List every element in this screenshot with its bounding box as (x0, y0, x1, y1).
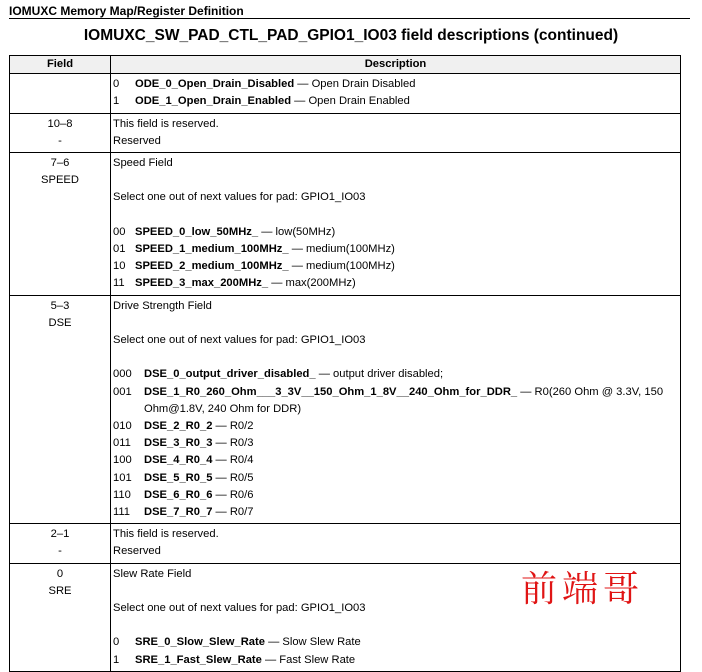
value-code: 000 (113, 368, 132, 381)
description-line: Slew Rate Field (113, 567, 192, 580)
value-description (135, 93, 676, 110)
value-description (144, 452, 676, 469)
value-code: 010 (113, 420, 132, 432)
value-meaning: — Open Drain Disabled (294, 78, 416, 91)
description-line: Select one out of next values for pad: GPIO1_IO03 (113, 191, 366, 204)
description-cell (111, 113, 681, 152)
value-enum-name: SPEED_1_medium_100MHz_ (135, 243, 289, 255)
value-description (144, 504, 676, 521)
field-name: DSE (48, 316, 72, 329)
table-title: IOMUXC_SW_PAD_CTL_PAD_GPIO1_IO03 field descriptions (continued) (83, 27, 619, 44)
description-cell (111, 295, 681, 524)
table-row (10, 74, 681, 113)
value-enum-name: DSE_6_R0_6 (144, 488, 213, 501)
field-bits: 10–8 (47, 117, 73, 130)
field-cell (10, 153, 111, 296)
value-line (113, 93, 676, 110)
field-name: SRE (48, 584, 72, 597)
table-row (10, 153, 681, 296)
field-bits: 7–6 (50, 157, 70, 170)
value-enum-name: DSE_2_R0_2 (144, 420, 213, 432)
description-line: This field is reserved. (113, 528, 219, 541)
blank-line (113, 617, 676, 634)
value-enum-name: SRE_1_Fast_Slew_Rate (135, 653, 262, 666)
value-meaning: — medium(100MHz) (288, 243, 395, 255)
value-line (113, 634, 676, 651)
value-line (113, 241, 676, 258)
value-code: 111 (113, 506, 131, 519)
value-line (113, 452, 676, 469)
description-line: Reserved (113, 545, 161, 558)
field-cell (10, 295, 111, 524)
description-line: This field is reserved. (113, 117, 219, 130)
value-code: 0 (113, 78, 120, 91)
value-code: 001 (113, 385, 132, 398)
value-code: 101 (113, 471, 132, 484)
watermark: 前端哥 (521, 569, 645, 610)
value-code: 1 (113, 653, 120, 666)
value-line (113, 384, 676, 418)
value-line (113, 258, 676, 275)
description-line: Drive Strength Field (113, 299, 212, 312)
value-code: 1 (113, 95, 120, 108)
value-description (135, 275, 676, 292)
value-enum-name: DSE_3_R0_3 (144, 437, 213, 450)
running-header: IOMUXC Memory Map/Register Definition (9, 4, 244, 18)
value-meaning: — max(200MHz) (268, 277, 356, 290)
field-cell (10, 563, 111, 671)
field-name: SPEED (41, 174, 79, 187)
value-description (144, 384, 676, 418)
value-meaning: — medium(100MHz) (288, 260, 395, 273)
field-bits: 2–1 (50, 528, 70, 541)
value-code: 011 (113, 437, 131, 450)
value-description (135, 224, 676, 241)
value-enum-name: DSE_4_R0_4 (144, 454, 213, 467)
value-description (135, 652, 676, 669)
value-description (144, 418, 676, 435)
value-code: 01 (113, 243, 126, 255)
value-enum-name: DSE_7_R0_7 (144, 506, 213, 519)
table-row (10, 524, 681, 563)
value-line (113, 224, 676, 241)
value-line (113, 275, 676, 292)
value-meaning: — R0/4 (212, 454, 254, 467)
description-cell (111, 524, 681, 563)
blank-line (113, 315, 676, 332)
header-rule (9, 18, 690, 19)
value-enum-name: ODE_1_Open_Drain_Enabled (135, 95, 292, 108)
value-meaning: — R0(260 Ohm @ 3.3V, 150 Ohm@1.8V, 240 Ohm for DDR) (144, 385, 664, 415)
value-description (135, 241, 676, 258)
value-description (135, 258, 676, 275)
table-header-row (10, 56, 681, 74)
value-meaning: — R0/2 (212, 420, 254, 432)
value-description (135, 76, 676, 93)
value-code: 11 (113, 277, 125, 290)
value-line (113, 418, 676, 435)
value-enum-name: SPEED_2_medium_100MHz_ (135, 260, 289, 273)
column-header-description: Description (111, 56, 681, 74)
value-description (144, 366, 676, 383)
value-meaning: — output driver disabled; (315, 368, 444, 381)
value-line (113, 435, 676, 452)
description-line: Speed Field (113, 157, 173, 170)
value-code: 0 (113, 636, 120, 649)
field-cell (10, 524, 111, 563)
value-description (144, 435, 676, 452)
value-enum-name: DSE_0_output_driver_disabled_ (144, 368, 316, 381)
column-header-field: Field (10, 56, 111, 74)
field-name: - (58, 545, 62, 558)
value-description (144, 487, 676, 504)
field-name: - (58, 134, 62, 147)
blank-line (113, 207, 676, 224)
value-enum-name: ODE_0_Open_Drain_Disabled (135, 78, 295, 91)
value-description (135, 634, 676, 651)
value-enum-name: SPEED_0_low_50MHz_ (135, 225, 259, 238)
field-bits: 0 (56, 567, 64, 580)
description-line: Select one out of next values for pad: GPIO1_IO03 (113, 602, 366, 615)
value-enum-name: DSE_5_R0_5 (144, 471, 213, 484)
value-code: 10 (113, 260, 126, 273)
value-meaning: — R0/3 (212, 437, 254, 450)
table-row (10, 295, 681, 524)
description-cell (111, 153, 681, 296)
value-enum-name: SPEED_3_max_200MHz_ (135, 277, 269, 290)
table-row (10, 113, 681, 152)
value-meaning: — R0/7 (212, 506, 254, 519)
description-line: Reserved (113, 134, 161, 147)
value-meaning: — Slow Slew Rate (264, 636, 361, 649)
value-description (144, 470, 676, 487)
value-line (113, 652, 676, 669)
field-cell (10, 74, 111, 113)
field-bits: 5–3 (50, 299, 70, 312)
description-cell (111, 74, 681, 113)
value-line (113, 366, 676, 383)
value-code: 110 (113, 488, 131, 501)
value-line (113, 487, 676, 504)
value-meaning: — R0/5 (212, 471, 254, 484)
value-line (113, 76, 676, 93)
value-enum-name: DSE_1_R0_260_Ohm___3_3V__150_Ohm_1_8V__240_Ohm_for_DDR_ (144, 385, 518, 398)
blank-line (113, 172, 676, 189)
value-line (113, 504, 676, 521)
value-enum-name: SRE_0_Slow_Slew_Rate (135, 636, 265, 649)
value-code: 100 (113, 454, 132, 467)
value-meaning: — Fast Slew Rate (261, 653, 356, 666)
value-line (113, 470, 676, 487)
field-cell (10, 113, 111, 152)
value-code: 00 (113, 225, 126, 238)
value-meaning: — Open Drain Enabled (291, 95, 410, 108)
blank-line (113, 349, 676, 366)
value-meaning: — low(50MHz) (258, 225, 336, 238)
value-meaning: — R0/6 (212, 488, 254, 501)
description-line: Select one out of next values for pad: GPIO1_IO03 (113, 334, 366, 346)
